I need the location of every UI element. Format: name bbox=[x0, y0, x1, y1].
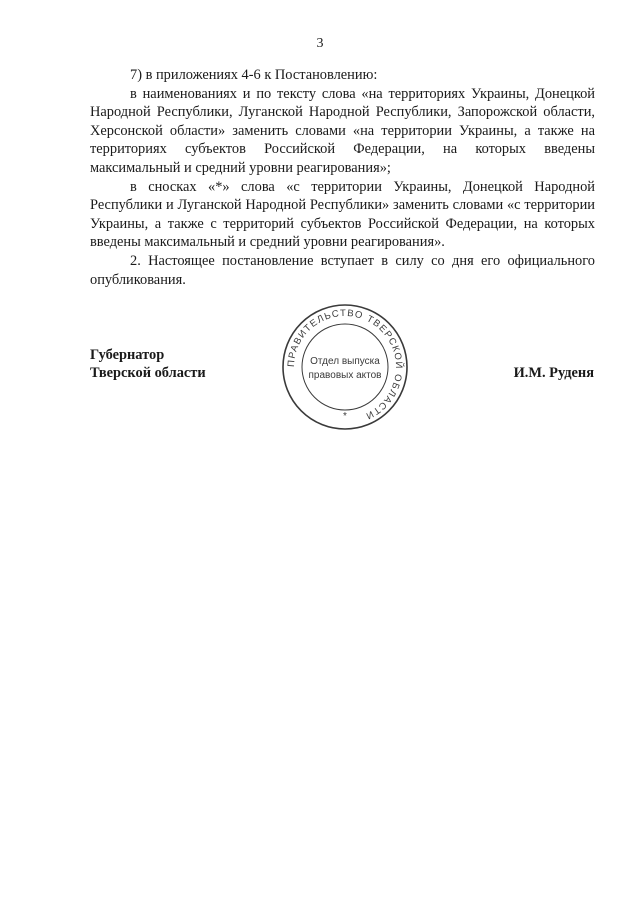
paragraph-names-replacement: в наименованиях и по тексту слова «на территориях Украины, Донецкой Народной Республики, Луганской Народной Республики, Запорожской области, Херсонской области» заменить словами «на территории Украины, а также на территориях субъектов Российской Федерации, на которых введены максимальный и средний уровни реагирования»; bbox=[90, 85, 595, 176]
stamp-ring-text: ПРАВИТЕЛЬСТВО ТВЕРСКОЙ ОБЛАСТИ bbox=[285, 307, 405, 422]
paragraph-footnotes-replacement: в сносках «*» слова «с территории Украины, Донецкой Народной Республики и Луганской Народной Республики» заменить словами «с территории Украины, а также с территорий субъектов Российской Федерации, на которых введены максимальный и средний уровни реагирования». bbox=[90, 178, 595, 251]
signer-title-line1: Губернатор bbox=[90, 347, 165, 363]
stamp-center-line2: правовых актов bbox=[308, 370, 382, 381]
stamp-star-icon: * bbox=[343, 411, 347, 422]
document-body bbox=[90, 66, 595, 289]
stamp-center-line1: Отдел выпуска bbox=[310, 356, 380, 367]
page-number: 3 bbox=[316, 36, 324, 51]
paragraph-item-7: 7) в приложениях 4-6 к Постановлению: bbox=[130, 67, 378, 83]
signer-title bbox=[90, 346, 206, 382]
signer-title-line2: Тверской области bbox=[90, 365, 206, 381]
official-stamp bbox=[280, 302, 410, 432]
signer-name: И.М. Руденя bbox=[513, 365, 594, 381]
paragraph-effective-date: 2. Настоящее постановление вступает в силу со дня его официального опубликования. bbox=[90, 252, 595, 288]
stamp-inner-ring bbox=[302, 324, 388, 410]
